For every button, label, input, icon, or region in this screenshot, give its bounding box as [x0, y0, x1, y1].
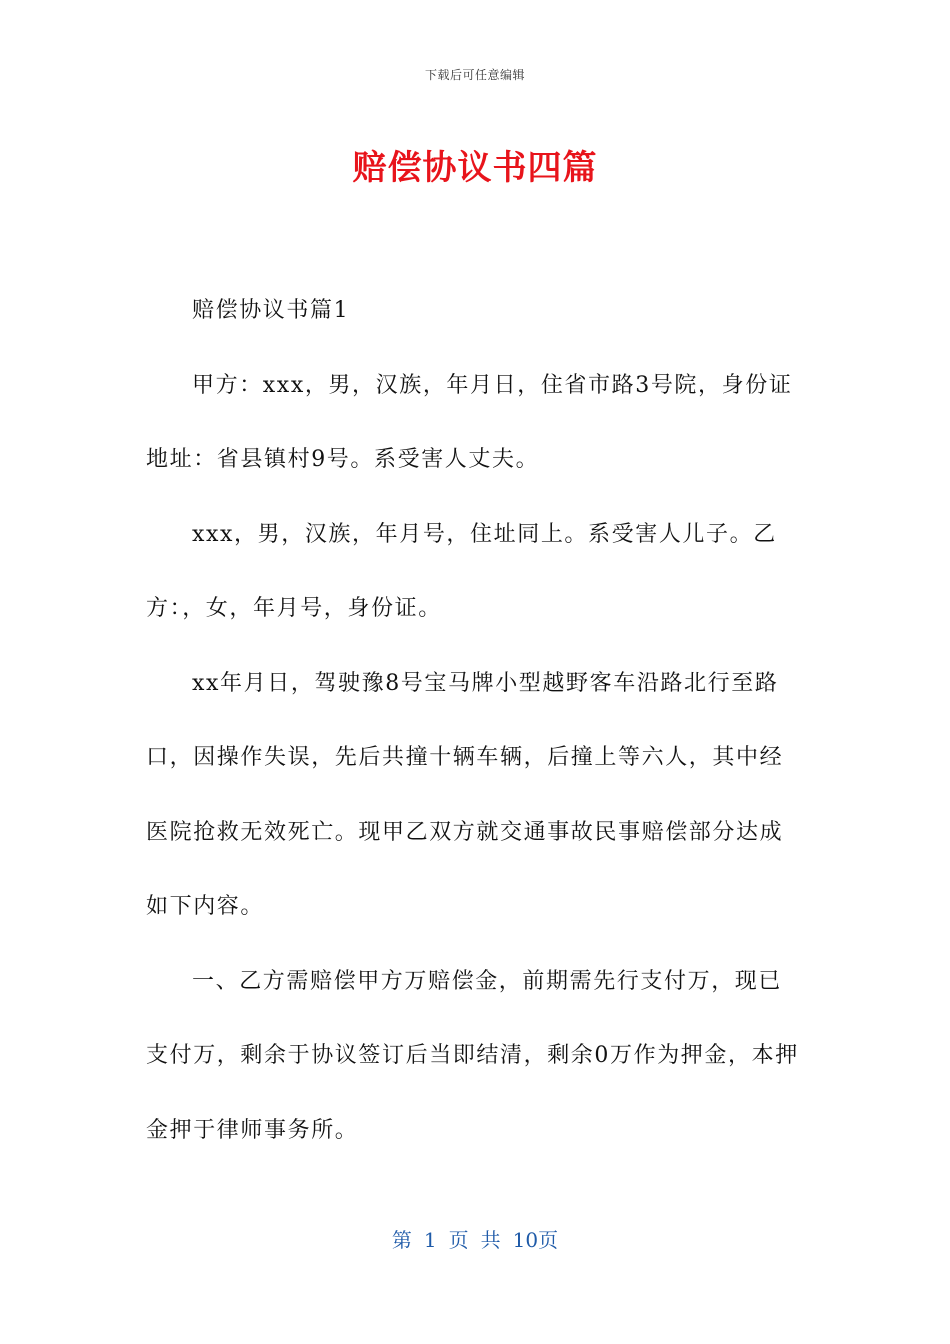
footer-page-suffix: 页	[448, 1228, 469, 1252]
section-heading: 赔偿协议书篇1	[192, 298, 350, 323]
footer-page-prefix: 第	[391, 1228, 412, 1252]
paragraph-party-b: xxx，男，汉族，年月号，住址同上。系受害人儿子。乙方：，女，年月号，身份证。	[146, 521, 777, 621]
paragraph-clause-1: 一、乙方需赔偿甲方万赔偿金，前期需先行支付万，现已支付万，剩余于协议签订后当即结清，剩余0万作为押金，本押金押于律师事务所。	[146, 968, 799, 1143]
document-body	[146, 274, 802, 1168]
paragraph-party-a: 甲方：xxx，男，汉族，年月日，住省市路3号院，身份证地址：省县镇村9号。系受害人丈夫。	[146, 372, 793, 472]
header-note: 下载后可任意编辑	[424, 68, 525, 82]
footer-total-pages: 10页	[512, 1228, 559, 1252]
footer-total-prefix: 共	[480, 1228, 501, 1252]
page-footer	[0, 1224, 950, 1253]
document-title: 赔偿协议书四篇	[352, 148, 598, 188]
footer-current-page: 1	[423, 1228, 437, 1252]
paragraph-incident: xx年月日，驾驶豫8号宝马牌小型越野客车沿路北行至路口，因操作失误，先后共撞十辆车辆，后撞上等六人，其中经医院抢救无效死亡。现甲乙双方就交通事故民事赔偿部分达成如下内容。	[146, 670, 784, 919]
